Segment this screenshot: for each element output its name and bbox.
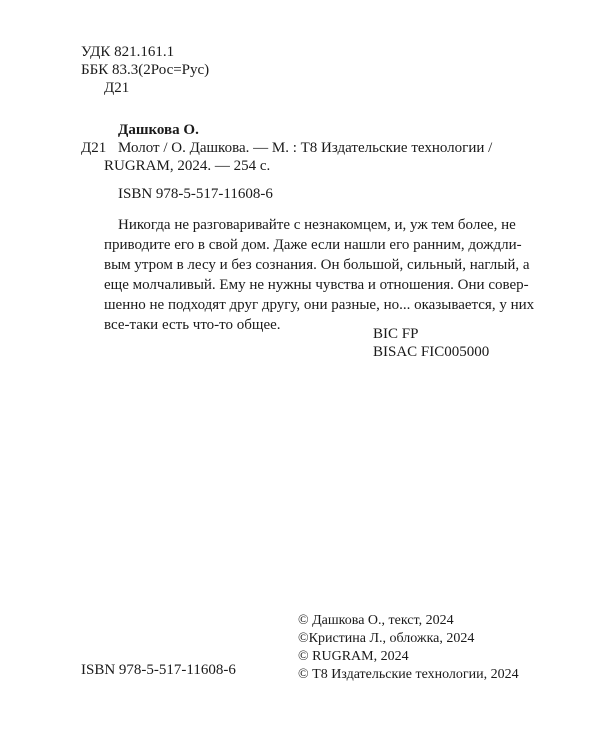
entry-title-line-2: RUGRAM, 2024. — 254 с. (104, 158, 271, 174)
annotation-line: приводите его в свой дом. Даже если нашли его ранним, дождли- (104, 237, 522, 253)
udk-code: УДК 821.161.1 (81, 44, 175, 60)
bisac-code: BISAC FIC005000 (373, 344, 490, 360)
copyright-line: © RUGRAM, 2024 (298, 649, 409, 664)
annotation-line: вым утром в лесу и без сознания. Он большой, сильный, наглый, а (104, 257, 530, 273)
bbk-code: ББК 83.3(2Рос=Рус) (81, 62, 210, 78)
bic-code: BIC FP (373, 326, 419, 342)
annotation-line: еще молчаливый. Ему не нужны чувства и отношения. Они совер- (104, 277, 529, 293)
annotation-line: все-таки есть что-то общее. (104, 317, 281, 333)
copyright-line: © Дашкова О., текст, 2024 (298, 613, 454, 628)
footer-isbn: ISBN 978-5-517-11608-6 (81, 662, 236, 678)
author-mark: Д21 (104, 80, 130, 96)
copyright-line: ©Кристина Л., обложка, 2024 (298, 631, 475, 646)
annotation-paragraph (104, 215, 535, 335)
entry-author-mark: Д21 (81, 140, 107, 156)
copyright-line: © Т8 Издательские технологии, 2024 (298, 667, 519, 682)
entry-title-line-1: Молот / О. Дашкова. — М. : Т8 Издательские технологии / (118, 140, 493, 156)
annotation-line: шенно не подходят друг другу, они разные, но... оказывается, у них (104, 297, 535, 313)
entry-author: Дашкова О. (118, 122, 199, 138)
annotation-line: Никогда не разговаривайте с незнакомцем, и, уж тем более, не (118, 217, 516, 233)
entry-isbn: ISBN 978-5-517-11608-6 (118, 186, 273, 202)
